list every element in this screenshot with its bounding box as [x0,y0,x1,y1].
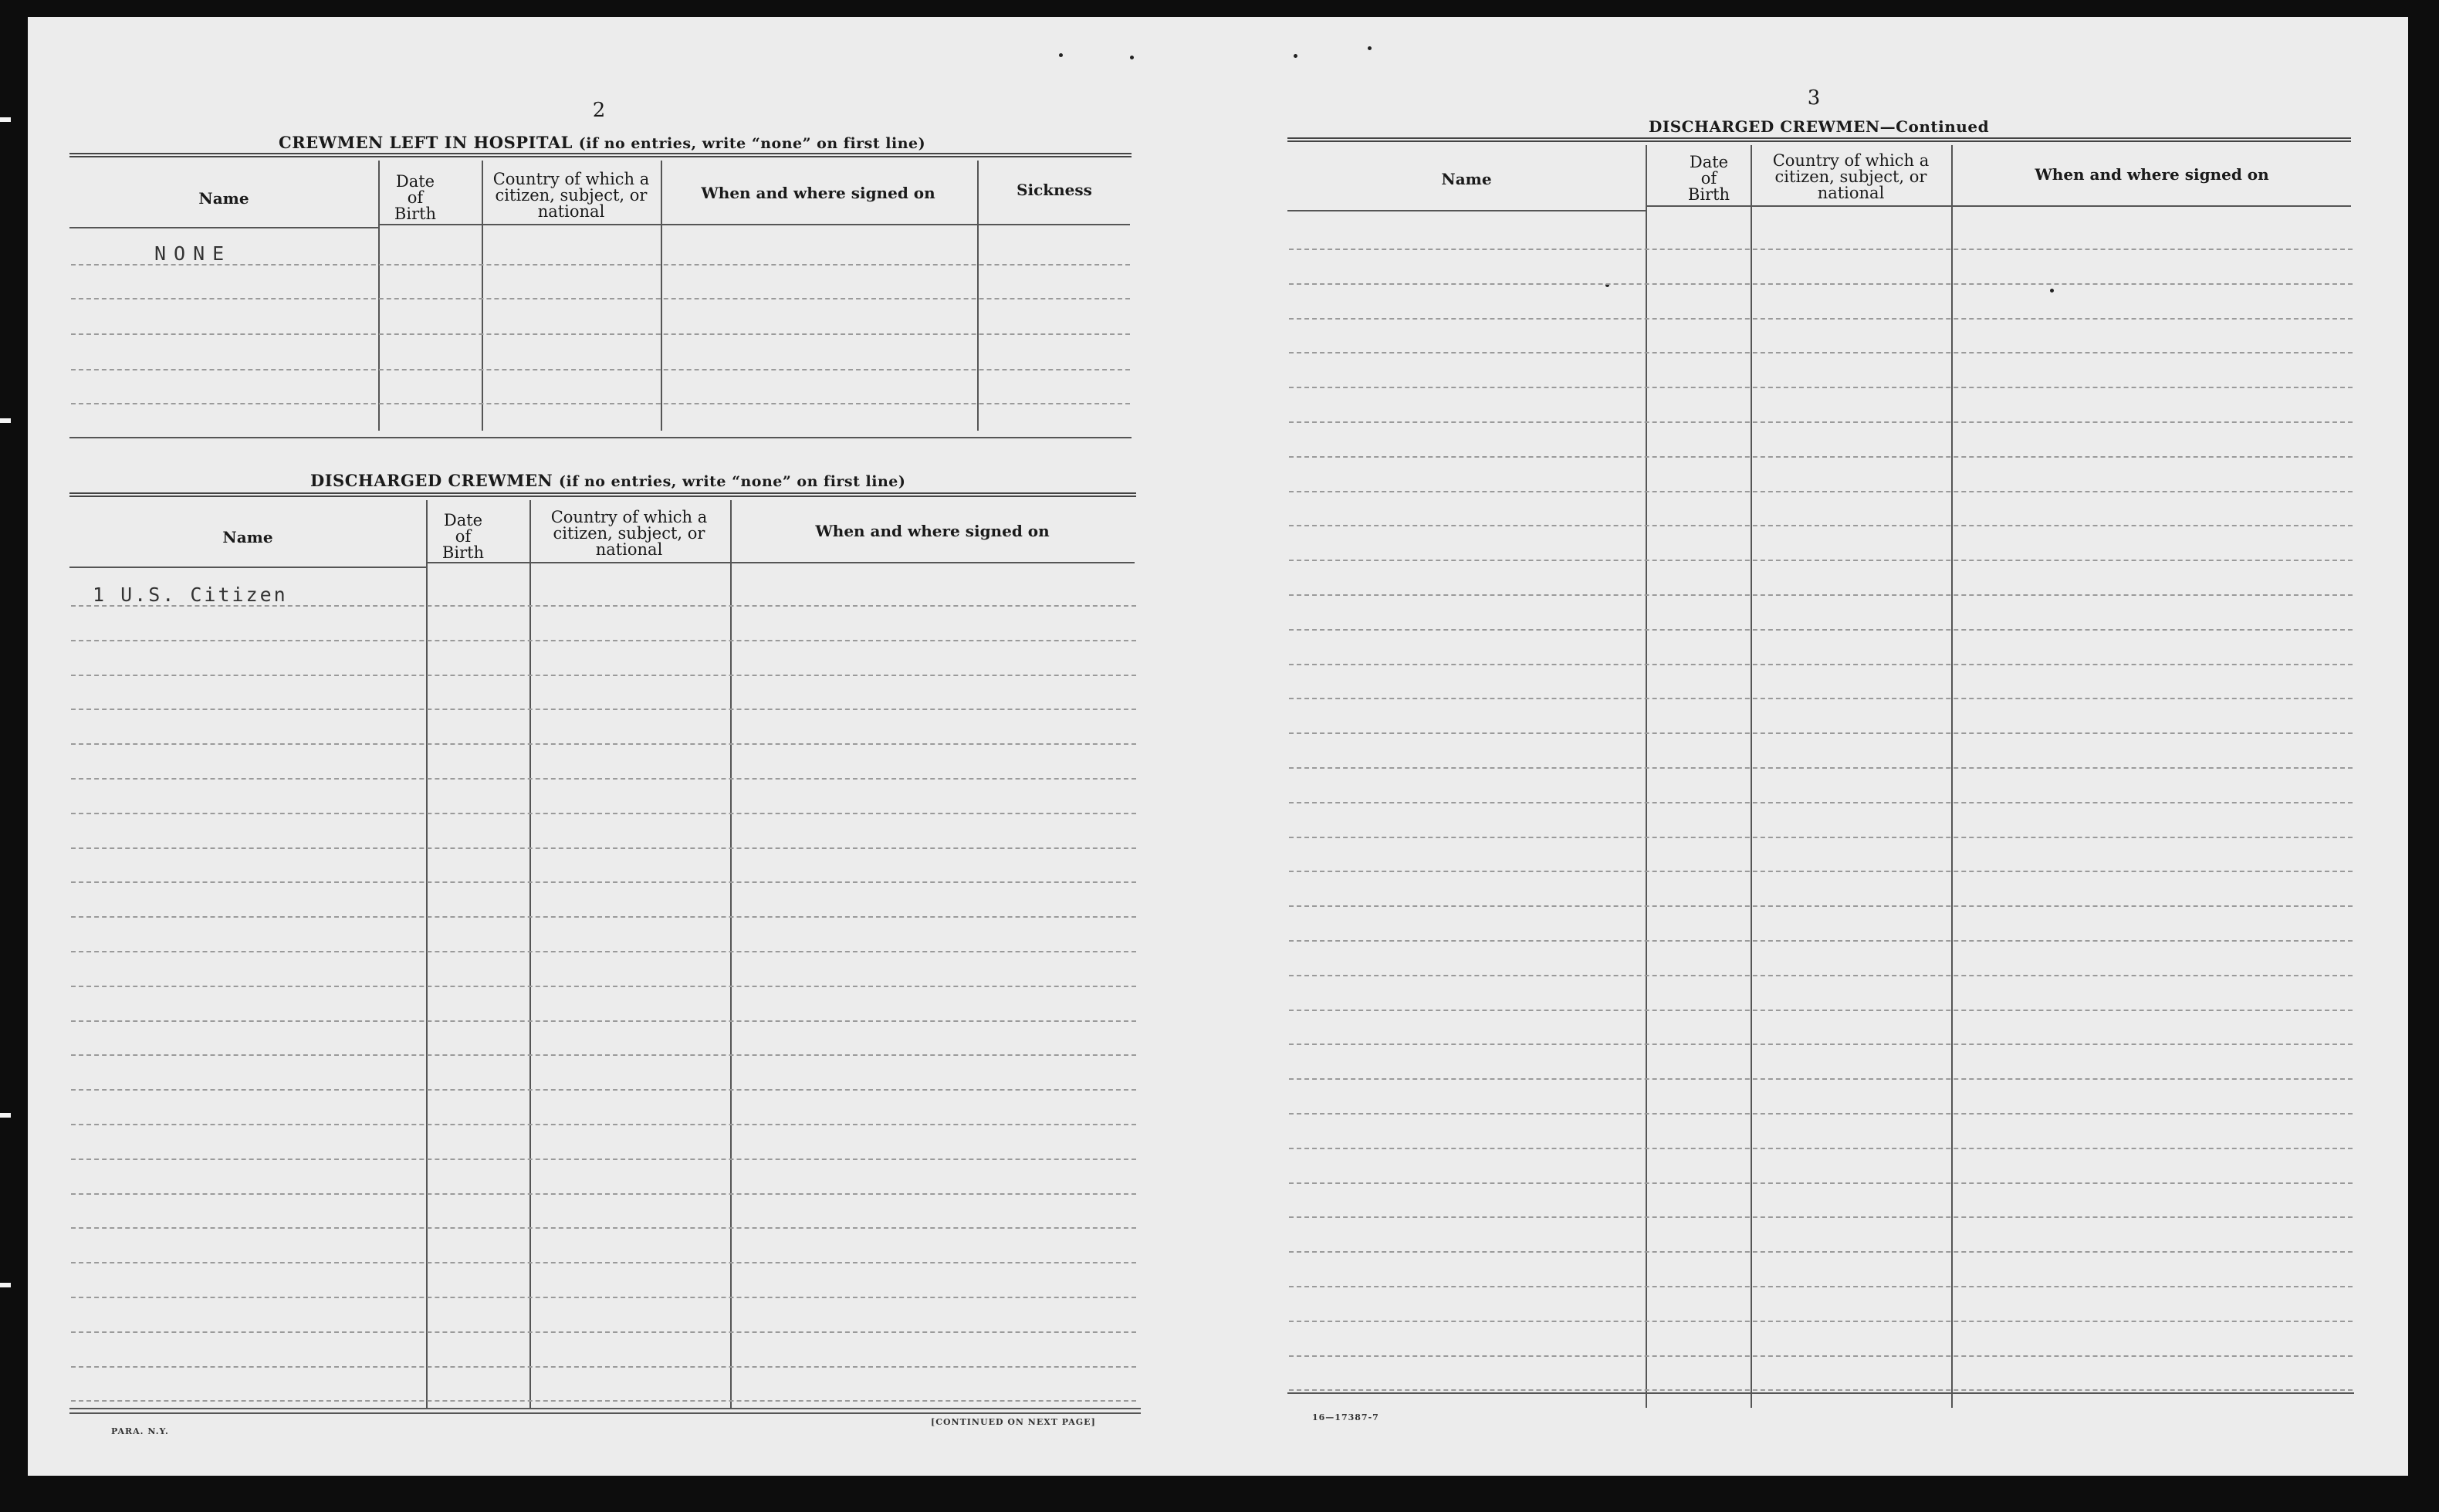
continued-entry-row [1289,491,2353,492]
discharged-entry-row [71,1331,1136,1333]
discharged-entry-row [71,986,1136,987]
continued-col-dob: Date of Birth [1687,153,1730,204]
scan-edge-mark [0,1113,11,1118]
discharged-entry-row [71,1193,1136,1195]
hospital-col-country: Country of which a citizen, subject, or national [492,170,650,221]
discharged-entry-row [71,1020,1136,1022]
continued-entry-row [1289,698,2353,699]
continued-bottom-rule [1287,1392,2354,1394]
scan-edge-mark [0,1283,11,1287]
continued-entry-row [1289,629,2353,631]
continued-entry-row [1289,1389,2353,1391]
discharged-title-text: DISCHARGED CREWMEN [310,471,553,490]
discharged-entry-row [71,709,1136,710]
page-number-left: 2 [592,99,606,122]
hospital-top-rule [69,153,1132,157]
scan-speck [2050,289,2054,293]
continued-entry-row [1289,1113,2353,1115]
discharged-entry-row [71,1227,1136,1229]
discharged-entry-row [71,847,1136,849]
continued-entry-row [1289,1078,2353,1080]
hospital-header-rule [380,224,1130,225]
discharged-col-name: Name [222,528,273,546]
discharged-entry-row [71,1400,1136,1402]
discharged-col-divider [426,500,428,1409]
continued-header-rule [1287,210,1646,211]
continued-entry-row [1289,802,2353,803]
discharged-entry-row [71,813,1136,814]
discharged-entry-row [71,1089,1136,1091]
continued-entry-row [1289,1182,2353,1184]
discharged-entry-row [71,778,1136,780]
discharged-header-rule [69,567,426,568]
continued-entry-row [1289,767,2353,769]
discharged-entry-row [71,951,1136,952]
hospital-section-title [279,133,925,152]
hospital-col-divider [977,161,979,431]
hospital-col-divider [378,161,380,431]
continued-entry-row [1289,871,2353,872]
hospital-col-divider [482,161,483,431]
scan-edge-mark [0,418,11,423]
discharged-entry-row [71,916,1136,918]
continued-col-signed-on: When and where signed on [2035,165,2269,184]
hospital-entry-row [71,333,1130,335]
continued-entry-row [1289,664,2353,665]
continued-col-country: Country of which a citizen, subject, or national [1772,151,1930,202]
discharged-entry-row [71,1124,1136,1125]
discharged-entry-row [71,605,1136,607]
page-number-right: 3 [1807,86,1821,110]
continued-entry-row [1289,1010,2353,1011]
discharged-entry-row [71,640,1136,641]
footer-continued: [CONTINUED ON NEXT PAGE] [931,1417,1096,1427]
continued-entry-row [1289,1216,2353,1218]
hospital-entry-row [71,403,1130,404]
hospital-entry-row [71,369,1130,370]
discharged-entry-row [71,1262,1136,1263]
continued-section-title: DISCHARGED CREWMEN—Continued [1649,117,1990,136]
continued-entry-row [1289,1321,2353,1322]
continued-entry-row [1289,249,2353,250]
discharged-bottom-rule [69,1412,1141,1414]
discharged-entry-row [71,1159,1136,1160]
footer-printer: PARA. N.Y. [111,1426,169,1436]
continued-entry-row [1289,1148,2353,1149]
discharged-entry-row [71,1297,1136,1298]
continued-entry-row [1289,905,2353,907]
scan-speck [1294,54,1297,58]
discharged-col-dob: Date of Birth [441,511,485,562]
continued-entry-row [1289,456,2353,458]
hospital-header-rule [69,227,378,228]
hospital-title-text: CREWMEN LEFT IN HOSPITAL [279,133,573,152]
continued-entry-row [1289,975,2353,976]
discharged-first-entry: 1 U.S. Citizen [93,583,288,606]
hospital-col-divider [661,161,662,431]
continued-entry-row [1289,837,2353,838]
discharged-entry-row [71,1366,1136,1368]
scan-speck [1059,53,1063,57]
discharged-col-divider [730,500,732,1409]
discharged-entry-row [71,743,1136,745]
scan-edge-mark [0,117,11,122]
discharged-col-country: Country of which a citizen, subject, or national [550,508,708,559]
scan-speck [1368,46,1372,50]
discharged-header-rule [428,562,1135,563]
continued-entry-row [1289,318,2353,320]
continued-entry-row [1289,940,2353,942]
continued-entry-row [1289,421,2353,423]
continued-entry-row [1289,560,2353,561]
hospital-bottom-rule [69,437,1132,438]
discharged-col-divider [529,500,531,1409]
hospital-col-signed-on: When and where signed on [701,184,935,202]
hospital-title-note: (if no entries, write “none” on first line) [578,135,926,152]
discharged-entry-row [71,675,1136,676]
continued-col-divider [1751,145,1752,1408]
discharged-entry-row [71,1054,1136,1056]
hospital-col-name: Name [198,189,249,208]
hospital-col-dob: Date of Birth [394,172,437,223]
continued-entry-row [1289,525,2353,526]
continued-entry-row [1289,732,2353,734]
discharged-section-title [310,471,905,490]
document-sheet [28,17,2408,1476]
discharged-title-note: (if no entries, write “none” on first line) [558,473,906,490]
continued-entry-row [1289,1286,2353,1287]
footer-form-number: 16—17387-7 [1312,1412,1379,1422]
continued-entry-row [1289,1355,2353,1357]
continued-col-divider [1951,145,1953,1408]
continued-entry-row [1289,594,2353,596]
continued-col-divider [1646,145,1647,1408]
scan-speck [1130,56,1134,59]
hospital-col-sickness: Sickness [1017,181,1092,199]
continued-entry-row [1289,283,2353,285]
discharged-col-signed-on: When and where signed on [815,522,1050,540]
continued-entry-row [1289,352,2353,353]
continued-entry-row [1289,387,2353,388]
hospital-entry-row [71,298,1130,299]
continued-top-rule [1287,137,2351,142]
discharged-bottom-rule [69,1408,1141,1409]
discharged-entry-row [71,881,1136,883]
continued-header-rule [1647,205,2351,207]
continued-entry-row [1289,1044,2353,1045]
hospital-first-entry: NONE [154,242,232,265]
continued-col-name: Name [1441,170,1492,188]
discharged-top-rule [69,492,1136,497]
continued-entry-row [1289,1251,2353,1253]
